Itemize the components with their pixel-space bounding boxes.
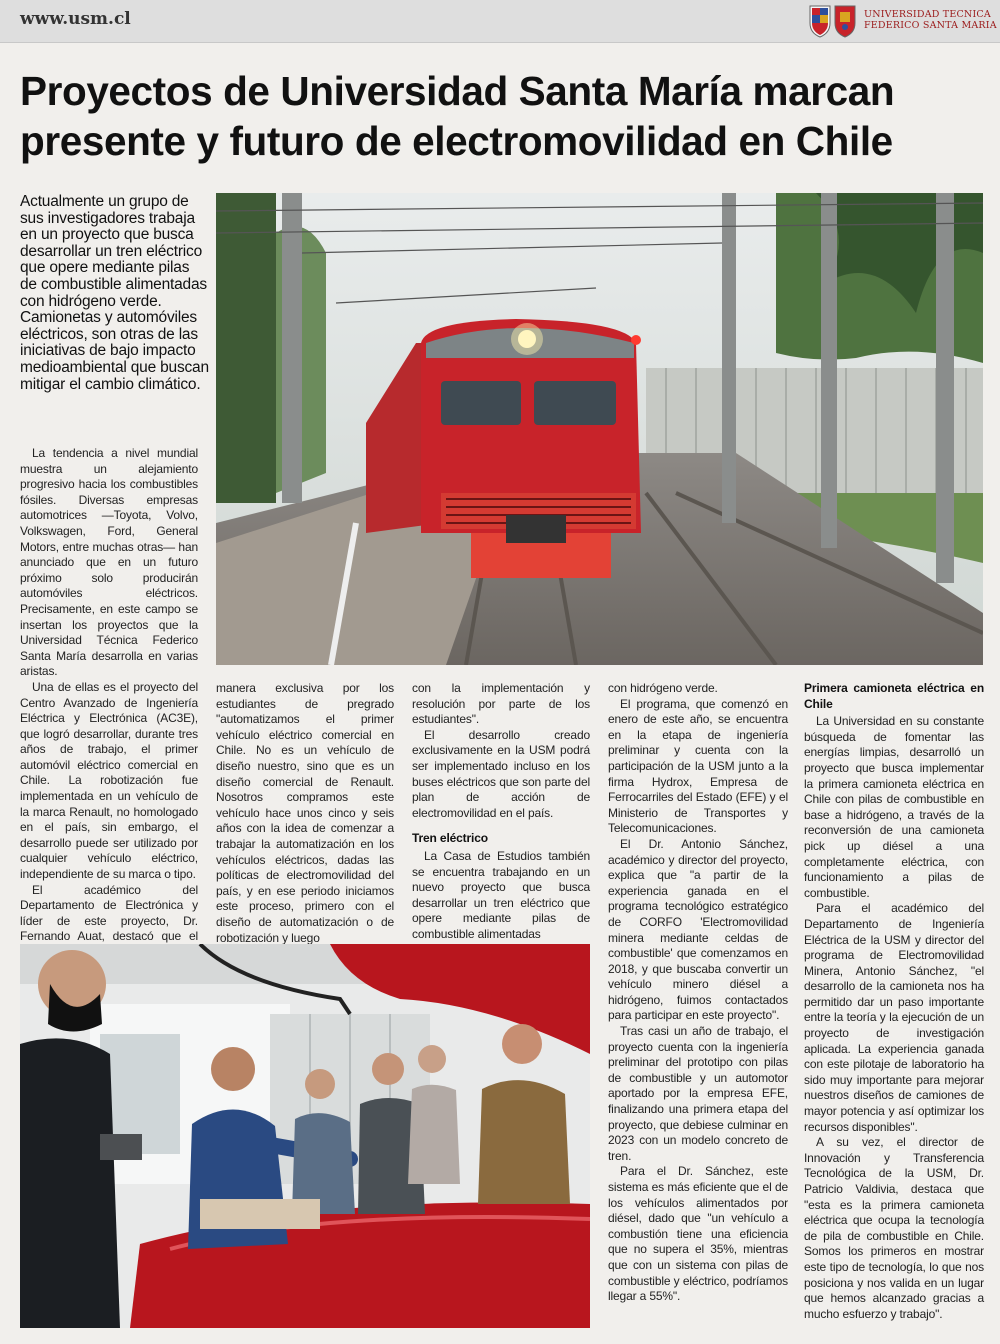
article-column-2 bbox=[216, 681, 394, 946]
lab-photo-illustration bbox=[20, 944, 590, 1328]
article-column-3 bbox=[412, 681, 590, 943]
col5-subheading: Primera camioneta eléctrica en Chile bbox=[804, 681, 984, 711]
site-url[interactable]: www.usm.cl bbox=[20, 9, 131, 29]
article-lead: Actualmente un grupo de sus investigadores trabaja en un proyecto que busca desarrollar un tren eléctrico que opere mediante pilas de combustible alimentadas con hidrógeno verde. Camionetas y automóviles eléctricos, son otras de las iniciativas de bajo impacto medioambiental que buscan mitigar el cambio climático. bbox=[20, 193, 209, 393]
col5-paragraph-3: A su vez, el director de Innovación y Transferencia Tecnológica de la USM, Dr. Patricio Valdivia, destaca que "esta es la primera camioneta eléctrica que ocupa la tecnología de pila de combustible en Chile. Somos los primeros en mostrar este tipo de tecnología, lo que nos posiciona y nos valida en un lugar que hemos alcanzado gracias a mucho esfuerzo y trabajo". bbox=[804, 1135, 984, 1321]
col4-paragraph-3: El Dr. Antonio Sánchez, académico y director del proyecto, explica que "a partir de la experiencia ganada en el programa tecnológico estratégico de CORFO 'Electromovilidad minera mediante celdas de combustible' que comenzamos en 2018, y que buscaba convertir un vehículo minero diésel a hidrógeno, fuimos contactados para participar en este proyecto". bbox=[608, 836, 788, 1023]
col4-paragraph-1: con hidrógeno verde. bbox=[608, 681, 718, 695]
article-column-1 bbox=[20, 446, 198, 961]
col2-paragraph-1: manera exclusiva por los estudiantes de pregrado "automatizamos el primer vehículo eléctrico comercial en Chile. No es un vehículo de diseño nuestro, sino que es un diseño comercial de Renault. Nosotros compramos este vehículo hace unos cinco y seis años con la idea de comenzar a trabajar la automatización en los vehículos eléctricos, dadas las políticas de electromovilidad del país, y en ese periodo iniciamos este proceso, primero con el diseño de automatización o de robotización y luego bbox=[216, 681, 394, 945]
headline-line2: presente y futuro de electromovilidad en Chile bbox=[20, 118, 893, 164]
col4-paragraph-5: Para el Dr. Sánchez, este sistema es más eficiente que el de los vehículos alimentados por diésel, dado que "un vehículo a combustión tiene una eficiencia que no supera el 35%, mientras que con un sistema con pilas de combustible y eléctrico, podríamos llegar a 55%". bbox=[608, 1164, 788, 1304]
col4-paragraph-2: El programa, que comenzó en enero de este año, se encuentra en la etapa de ingeniería preliminar y cuenta con la participación de la USM junto a la firma Hydrox, Empresa de Ferrocarriles del Estado (EFE) y el Ministerio de Transportes y Telecomunicaciones. bbox=[608, 696, 788, 836]
university-name bbox=[864, 9, 997, 31]
col5-paragraph-2: Para el académico del Departamento de Ingeniería Eléctrica de la USM y director del programa de Electromovilidad Minera, Antonio Sánchez, "el desarrollo de la camioneta nos ha permitido dar un paso importante entre la teoría y la ejecución de un proyecto de investigación aplicada. La experiencia ganada con este pilotaje de laboratorio ha sido muy importante para mejorar nuestros diseños de camiones de mayor potencia y así optimizar los recursos disponibles". bbox=[804, 901, 984, 1134]
col3-paragraph-1: con la implementación y resolución por parte de los estudiantes". bbox=[412, 681, 590, 727]
col1-paragraph-1: La tendencia a nivel mundial muestra un alejamiento progresivo hacia los combustibles fósiles. Diversas empresas automotrices —Toyota, Volvo, Volkswagen, Ford, General Motors, entre muchas otras— han anunciado que en un futuro próximo solo producirán automóviles eléctricos. Precisamente, en este campo se insertan los proyectos que la Universidad Técnica Federico Santa María desarrolla en varias aristas. bbox=[20, 446, 198, 679]
col1-paragraph-3: El académico del Departamento de Electrónica y líder de este proyecto, Dr. Fernando Auat, destacó que el bbox=[20, 882, 198, 944]
col3-subheading: Tren eléctrico bbox=[412, 831, 488, 846]
headline-line1: Proyectos de Universidad Santa María marcan bbox=[20, 68, 895, 114]
col4-paragraph-4: Tras casi un año de trabajo, el proyecto cuenta con la ingeniería preliminar del prototipo con pilas de combustible y un automotor aportado por la empresa EFE, finalizando una primera etapa del proyecto, que debiese culminar en 2023 con un modelo concreto de tren. bbox=[608, 1024, 788, 1163]
col3-paragraph-2: El desarrollo creado exclusivamente en la USM podrá ser implementado incluso en los buses eléctricos que son parte del plan de acción de electromovilidad en el país. bbox=[412, 727, 590, 820]
col3-paragraph-3: La Casa de Estudios también se encuentra trabajando en un nuevo proyecto que busca desarrollar un tren eléctrico que opere mediante pilas de combustible alimentadas bbox=[412, 848, 590, 941]
university-name-line2: FEDERICO SANTA MARIA bbox=[864, 20, 997, 31]
col1-paragraph-2: Una de ellas es el proyecto del Centro Avanzado de Ingeniería Eléctrica y Electrónica (AC3E), que logró desarrollar, durante tres años de trabajo, el primer automóvil eléctrico comercial en Chile. La robotización fue implementada en un vehículo de la marca Renault, no homologado en el país, sin embargo, el desarrollo puede ser utilizado por cualquier vehículo eléctrico, independiente de su marca o tipo. bbox=[20, 679, 198, 882]
col5-paragraph-1: La Universidad en su constante búsqueda de fomentar las energías limpias, desarrolló un proyecto que busca implementar la primera camioneta eléctrica en Chile con pilas de combustible en base a hidrógeno, a través de la reconversión de una camioneta pick up diésel a una completamente eléctrica, con funcionamiento a pilas de combustible. bbox=[804, 714, 984, 900]
article-column-5 bbox=[804, 681, 984, 1322]
train-photo bbox=[216, 193, 983, 665]
article-headline bbox=[20, 66, 990, 166]
university-name-line1: UNIVERSIDAD TECNICA bbox=[864, 9, 991, 20]
lab-photo bbox=[20, 944, 590, 1328]
article-column-4 bbox=[608, 681, 788, 1305]
university-logo-icon bbox=[808, 3, 858, 39]
top-bar bbox=[0, 0, 1000, 43]
train-photo-illustration bbox=[216, 193, 983, 665]
